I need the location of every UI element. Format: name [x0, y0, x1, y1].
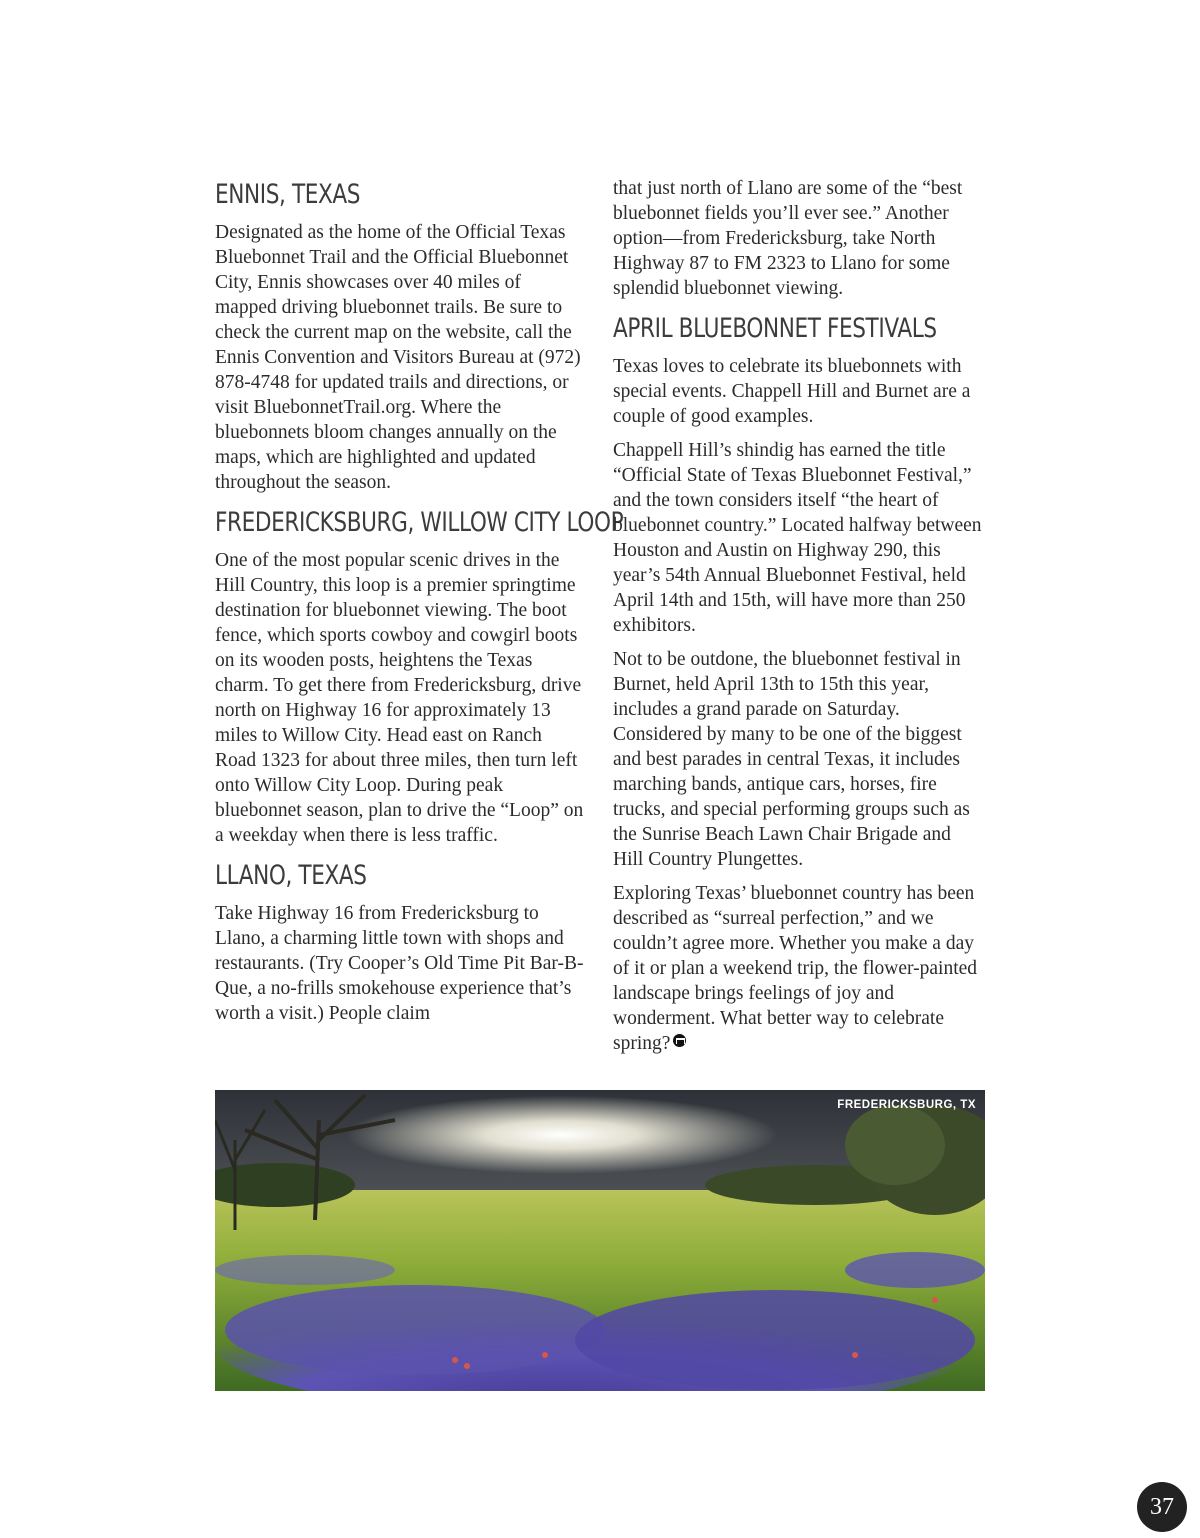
page-number: 37: [1137, 1482, 1187, 1532]
end-mark-icon: [673, 1034, 686, 1047]
heading-ennis: ENNIS, TEXAS: [215, 179, 361, 210]
paragraph-closing: [613, 881, 985, 1056]
right-column: [613, 176, 985, 1065]
paragraph-ennis: Designated as the home of the Official Texas Bluebonnet Trail and the Official Bluebonnet City, Ennis showcases over 40 miles of mapped driving bluebonnet trails. Be sure to check the current map on the website, call the Ennis Convention and Visitors Bureau at (972) 878-4748 for updated trails and directions, or visit BluebonnetTrail.org. Where the bluebonnets bloom changes annually on the maps, which are highlighted and updated throughout the season.: [215, 222, 581, 493]
paragraph-burnet: Not to be outdone, the bluebonnet festival in Burnet, held April 13th to 15th this year, includes a grand parade on Saturday. Considered by many to be one of the biggest and best parades in central Texas, it includes marching bands, antique cars, horses, fire trucks, and special performing groups such as the Sunrise Beach Lawn Chair Brigade and Hill Country Plungettes.: [613, 649, 970, 870]
heading-fredericksburg: FREDERICKSBURG, WILLOW CITY LOOP: [215, 507, 624, 538]
heading-llano: LLANO, TEXAS: [215, 860, 367, 891]
left-column: [215, 176, 624, 1035]
bluebonnet-field-photo: [215, 1090, 985, 1391]
closing-text: Exploring Texas’ bluebonnet country has been described as “surreal perfection,” and we couldn’t agree more. Whether you make a day of it or plan a weekend trip, the flower-painted landscape brings feelings of joy and wonderment. What better way to celebrate spring?: [613, 883, 978, 1054]
heading-festivals: APRIL BLUEBONNET FESTIVALS: [613, 313, 937, 344]
paragraph-fredericksburg: One of the most popular scenic drives in the Hill Country, this loop is a premier springtime destination for bluebonnet viewing. The boot fence, which sports cowboy and cowgirl boots on its wooden posts, heightens the Texas charm. To get there from Fredericksburg, drive north on Highway 16 for approximately 13 miles to Willow City. Head east on Ranch Road 1323 for about three miles, then turn left onto Willow City Loop. During peak bluebonnet season, plan to drive the “Loop” on a weekday when there is less traffic.: [215, 550, 584, 846]
paragraph-festivals-intro: Texas loves to celebrate its bluebonnets with special events. Chappell Hill and Burnet are a couple of good examples.: [613, 356, 971, 427]
paragraph-llano-continued: that just north of Llano are some of the “best bluebonnet fields you’ll ever see.” Another option—from Fredericksburg, take North Highway 87 to FM 2323 to Llano for some splendid bluebonnet viewing.: [613, 178, 963, 299]
photo-caption: FREDERICKSBURG, TX: [837, 1099, 976, 1111]
paragraph-chappell-hill: Chappell Hill’s shindig has earned the title “Official State of Texas Bluebonnet Festival,” and the town considers itself “the heart of bluebonnet country.” Located halfway between Houston and Austin on Highway 290, this year’s 54th Annual Bluebonnet Festival, held April 14th and 15th, will have more than 250 exhibitors.: [613, 440, 982, 636]
paragraph-llano: Take Highway 16 from Fredericksburg to Llano, a charming little town with shops and restaurants. (Try Cooper’s Old Time Pit Bar-B-Que, a no-frills smokehouse experience that’s worth a visit.) People claim: [215, 903, 584, 1024]
